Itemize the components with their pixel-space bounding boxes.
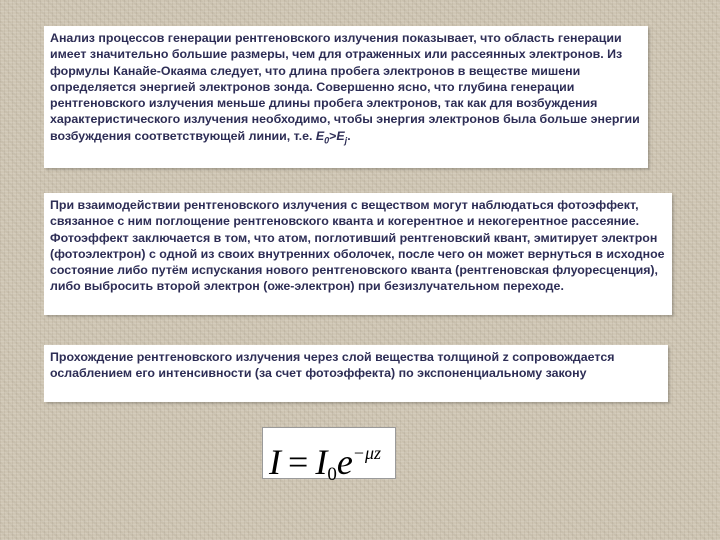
paragraph-attenuation-text: Прохождение рентгеновского излучения через слой вещества толщиной z сопровождается ослаблением его интенсивности (за счет фотоэффекта) по экспоненциальному закону (50, 350, 615, 381)
formula-lhs: I (269, 442, 281, 482)
paragraph-generation-text: Анализ процессов генерации рентгеновского излучения показывает, что область генерации имеет значительно большие размеры, чем для отраженных или рассеянных электронов. Из формулы Канайе-Окаяма следует, что длина пробега электронов в веществе мишени определяется энергией электронов зонда. Совершенно ясно, что глубина генерации рентгеновского излучения меньше длины пробега электронов, так как для возбуждения характеристического излучения необходимо, чтобы энергия электронов была больше энергии возбуждения соответствующей линии, т.е. (50, 31, 640, 143)
symbol-e0: $E_0$ (315, 128, 330, 146)
sentence-end: . (347, 128, 351, 143)
paragraph-interaction-text: При взаимодействии рентгеновского излучения с веществом могут наблюдаться фотоэффект, связанное с ним поглощение рентгеновского кванта и когерентное и некогерентное рассеяние. Фотоэффект заключается в том, что атом, поглотивший рентгеновский квант, эмитирует электрон (фотоэлектрон) с одной из своих внутренних оболочек, после чего он может вернуться в исходное состояние либо путём испускания нового рентгеновского кванта (рентгеновская флуоресценция), либо выбросить второй электрон (оже-электрон) при безизлучательном переходе. (50, 198, 665, 294)
formula-i0: I (315, 442, 328, 482)
formula-exponent: −μz (352, 443, 381, 463)
text-block-attenuation (44, 345, 668, 402)
greater-than-sign: > (329, 128, 337, 143)
attenuation-formula (262, 427, 396, 485)
text-block-interaction (44, 193, 672, 315)
symbol-ej: $E_j$ (336, 128, 348, 146)
formula-equals: = (288, 442, 309, 482)
formula-i0-subscript: 0 (327, 464, 337, 485)
formula-exp-base: e (336, 442, 353, 482)
text-block-x-ray-generation (44, 26, 648, 168)
